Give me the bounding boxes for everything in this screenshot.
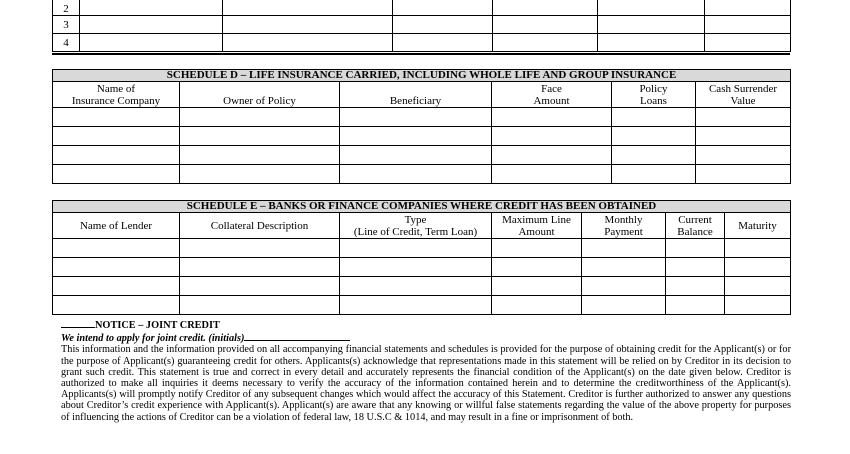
input-cell[interactable] [725,296,791,315]
notice-heading: NOTICE – JOINT CREDIT [95,320,220,331]
input-cell[interactable] [80,16,223,34]
input-cell[interactable] [180,146,340,165]
table-row [53,277,791,296]
input-cell[interactable] [340,277,492,296]
row-number: 3 [53,16,80,34]
input-cell[interactable] [725,239,791,258]
input-cell[interactable] [53,165,180,184]
input-cell[interactable] [180,108,340,127]
header-owner: Owner of Policy [180,82,340,108]
input-cell[interactable] [223,16,393,34]
table-row [53,127,791,146]
input-cell[interactable] [53,108,180,127]
input-cell[interactable] [612,108,696,127]
input-cell[interactable] [666,296,725,315]
header-cash-surrender: Cash Surrender Value [696,82,791,108]
input-cell[interactable] [598,34,705,52]
input-cell[interactable] [598,0,705,16]
input-cell[interactable] [180,165,340,184]
input-cell[interactable] [612,146,696,165]
input-cell[interactable] [666,258,725,277]
input-cell[interactable] [492,146,612,165]
schedule-d-title-row [53,70,791,82]
notice-intent: We intend to apply for joint credit. (initials) [61,333,245,345]
input-cell[interactable] [53,127,180,146]
table-row [53,146,791,165]
header-policy-loans: Policy Loans [612,82,696,108]
input-cell[interactable] [53,146,180,165]
input-cell[interactable] [582,239,666,258]
table-row [53,296,791,315]
initials-blank[interactable] [61,318,95,328]
input-cell[interactable] [492,127,612,146]
input-cell[interactable] [705,16,791,34]
input-cell[interactable] [223,0,393,16]
schedule-d-header-row [53,82,791,108]
schedule-e-title: SCHEDULE E – BANKS OR FINANCE COMPANIES WHERE CREDIT HAS BEEN OBTAINED [53,201,791,213]
header-maturity: Maturity [725,213,791,239]
table-row [53,165,791,184]
input-cell[interactable] [492,277,582,296]
input-cell[interactable] [53,277,180,296]
input-cell[interactable] [493,16,598,34]
notice-heading-line [61,318,791,331]
header-collateral: Collateral Description [180,213,340,239]
input-cell[interactable] [705,34,791,52]
input-cell[interactable] [696,108,791,127]
header-monthly-payment: Monthly Payment [582,213,666,239]
input-cell[interactable] [180,239,340,258]
input-cell[interactable] [582,277,666,296]
notice-body: This information and the information provided on all accompanying financial statements and schedules is provided for the purpose of obtaining credit for the Applicant(s) or for the purpose of Applicant(s) guaranteeing credit for others. Applicants(s) acknowledge that representations made in this statement will be relied on by Creditor in its decision to grant such credit. This statement is true and correct in every detail and accurately represents the financial condition of the Applicant(s) on the date given below. Creditor is authorized to make all inquiries it deems necessary to verify the accuracy of the information contained herein and to determine the creditworthiness of the Applicant(s). Applicants(s) will promptly notify Creditor of any subsequent changes which would affect the accuracy of this Statement. Creditor is further authorized to answer any questions about Creditor’s credit experience with Applicant(s). Applicant(s) are aware that any knowing or willful false statements regarding the value of the above property for purposes of influencing the actions of Creditor can be a violation of federal law, 18 U.S.C & 1014, and may result in a fine or imprisonment of both. [61,344,791,423]
joint-credit-notice [61,318,791,423]
table-row [53,239,791,258]
input-cell[interactable] [53,296,180,315]
input-cell[interactable] [666,239,725,258]
input-cell[interactable] [340,258,492,277]
input-cell[interactable] [53,258,180,277]
header-face-amount: Face Amount [492,82,612,108]
input-cell[interactable] [492,258,582,277]
notice-intent-line [61,331,791,344]
input-cell[interactable] [696,146,791,165]
input-cell[interactable] [180,127,340,146]
schedule-e-title-row [53,201,791,213]
table-row [53,0,791,16]
schedule-e-header-row [53,213,791,239]
input-cell[interactable] [180,277,340,296]
input-cell[interactable] [696,127,791,146]
schedule-c-bottom-rule [52,53,790,55]
input-cell[interactable] [493,0,598,16]
header-current-balance: Current Balance [666,213,725,239]
input-cell[interactable] [582,258,666,277]
input-cell[interactable] [53,239,180,258]
input-cell[interactable] [340,296,492,315]
schedule-e-table [52,200,791,315]
input-cell[interactable] [612,165,696,184]
header-insurance-company: Name of Insurance Company [53,82,180,108]
table-row [53,258,791,277]
initials-field[interactable] [244,331,350,341]
header-type: Type (Line of Credit, Term Loan) [340,213,492,239]
input-cell[interactable] [582,296,666,315]
table-row [53,108,791,127]
input-cell[interactable] [80,34,223,52]
header-lender: Name of Lender [53,213,180,239]
input-cell[interactable] [393,34,493,52]
input-cell[interactable] [696,165,791,184]
input-cell[interactable] [340,165,492,184]
input-cell[interactable] [180,258,340,277]
row-number: 2 [53,0,80,16]
input-cell[interactable] [393,0,493,16]
input-cell[interactable] [705,0,791,16]
input-cell[interactable] [492,239,582,258]
input-cell[interactable] [340,108,492,127]
table-row [53,34,791,52]
input-cell[interactable] [340,239,492,258]
input-cell[interactable] [725,277,791,296]
input-cell[interactable] [612,127,696,146]
schedule-d-table [52,69,791,184]
input-cell[interactable] [223,34,393,52]
input-cell[interactable] [492,108,612,127]
schedule-d-title: SCHEDULE D – LIFE INSURANCE CARRIED, INCLUDING WHOLE LIFE AND GROUP INSURANCE [53,70,791,82]
input-cell[interactable] [340,146,492,165]
schedule-c-table [52,0,791,52]
input-cell[interactable] [492,165,612,184]
input-cell[interactable] [666,277,725,296]
header-max-line: Maximum Line Amount [492,213,582,239]
input-cell[interactable] [393,16,493,34]
input-cell[interactable] [80,0,223,16]
input-cell[interactable] [493,34,598,52]
input-cell[interactable] [180,296,340,315]
input-cell[interactable] [492,296,582,315]
header-beneficiary: Beneficiary [340,82,492,108]
input-cell[interactable] [340,127,492,146]
input-cell[interactable] [598,16,705,34]
row-number: 4 [53,34,80,52]
table-row [53,16,791,34]
input-cell[interactable] [725,258,791,277]
